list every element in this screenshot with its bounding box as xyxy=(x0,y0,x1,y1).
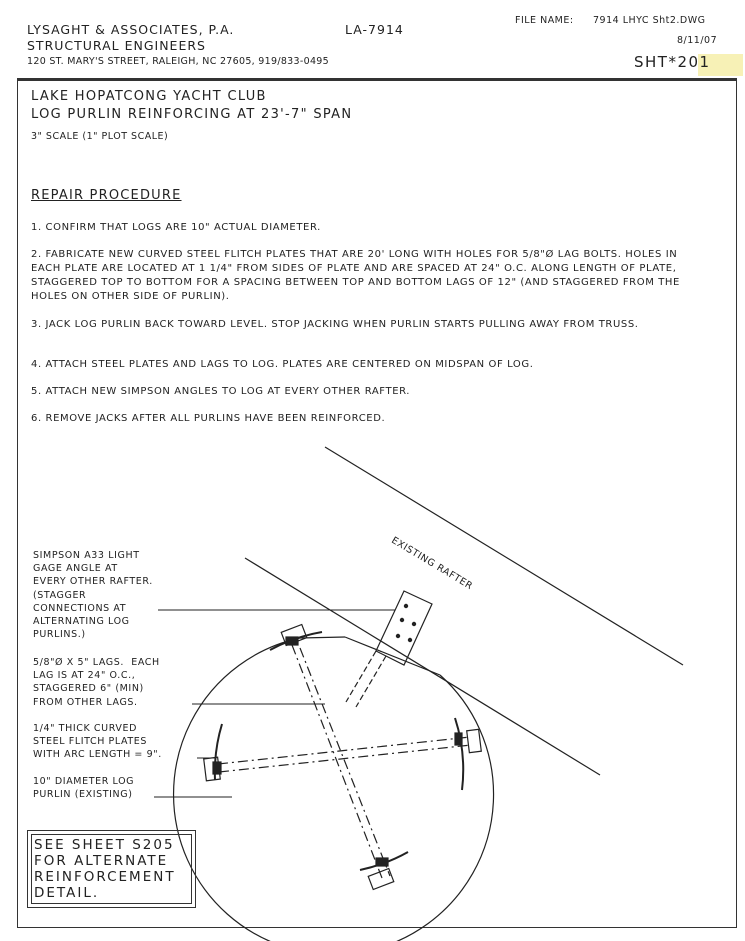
note-log-purlin: 10" DIAMETER LOG PURLIN (EXISTING) xyxy=(33,776,135,801)
plate-weld-top xyxy=(286,637,298,645)
project-title: LAKE HOPATCONG YACHT CLUB xyxy=(31,89,267,104)
plate-weld-right xyxy=(455,733,462,745)
file-name-label: FILE NAME: xyxy=(515,15,574,26)
plate-weld-bottom xyxy=(376,858,388,866)
lag-head-bottom xyxy=(368,869,394,890)
sheet-date: 8/11/07 xyxy=(677,35,718,46)
sheet-number: SHT*201 xyxy=(634,53,711,71)
note-lags: 5/8"Ø X 5" LAGS. EACH LAG IS AT 24" O.C., STAGGERED 6" (MIN) FROM OTHER LAGS. xyxy=(33,657,160,708)
flitch-plate-right xyxy=(455,718,463,790)
note-flitch-plates: 1/4" THICK CURVED STEEL FLITCH PLATES WITH ARC LENGTH = 9". xyxy=(33,723,162,761)
firm-type: STRUCTURAL ENGINEERS xyxy=(27,38,206,53)
reference-note: SEE SHEET S205 FOR ALTERNATE REINFORCEMENT DETAIL. xyxy=(34,837,176,901)
rafter-label: EXISTING RAFTER xyxy=(389,535,475,593)
project-number: LA-7914 xyxy=(345,22,404,37)
plate-weld-left xyxy=(213,762,221,774)
log-bearing-cut-2 xyxy=(345,637,440,675)
note-simpson-angle: SIMPSON A33 LIGHT GAGE ANGLE AT EVERY OTHER RAFTER. (STAGGER CONNECTIONS AT ALTERNATING LOG PURLINS.) xyxy=(33,550,153,641)
firm-address: 120 ST. MARY'S STREET, RALEIGH, NC 27605, 919/833-0495 xyxy=(27,56,329,67)
firm-name: LYSAGHT & ASSOCIATES, P.A. xyxy=(27,22,235,37)
rafter-top-edge xyxy=(325,447,683,665)
procedure-step-5: 5. ATTACH NEW SIMPSON ANGLES TO LOG AT EVERY OTHER RAFTER. xyxy=(31,386,411,397)
drawing-title: LOG PURLIN REINFORCING AT 23'-7" SPAN xyxy=(31,107,353,122)
procedure-step-6: 6. REMOVE JACKS AFTER ALL PURLINS HAVE BEEN REINFORCED. xyxy=(31,413,386,424)
file-name: 7914 LHYC Sht2.DWG xyxy=(593,15,706,26)
procedure-heading: REPAIR PROCEDURE xyxy=(31,188,182,203)
procedure-step-2: 2. FABRICATE NEW CURVED STEEL FLITCH PLATES THAT ARE 20' LONG WITH HOLES FOR 5/8"Ø LAG BOLTS. HOLES IN EACH PLATE ARE LOCATED AT 1 1/4" FROM SIDES OF PLATE AND ARE SPACED AT 24" O.C. ALONG LENGTH OF PLATE, STAGGERED TOP TO BOTTOM FOR A SPACING BETWEEN TOP AND BOTTOM LAGS OF 12" (AND STAGGERED FROM THE HOLES ON OTHER SIDE OF PURLIN). xyxy=(31,249,680,302)
simpson-angle xyxy=(376,591,432,665)
lag-bolts xyxy=(218,645,471,878)
procedure-step-1: 1. CONFIRM THAT LOGS ARE 10" ACTUAL DIAMETER. xyxy=(31,222,321,233)
angle-screw-line-1 xyxy=(346,651,376,702)
lag-head-right xyxy=(467,729,482,752)
log-purlin xyxy=(174,638,494,941)
angle-screw-line-2 xyxy=(356,656,386,707)
procedure-step-3: 3. JACK LOG PURLIN BACK TOWARD LEVEL. STOP JACKING WHEN PURLIN STARTS PULLING AWAY FROM TRUSS. xyxy=(31,319,639,330)
drawing-scale: 3" SCALE (1" PLOT SCALE) xyxy=(31,131,169,142)
procedure-step-4: 4. ATTACH STEEL PLATES AND LAGS TO LOG. PLATES ARE CENTERED ON MIDSPAN OF LOG. xyxy=(31,359,534,370)
